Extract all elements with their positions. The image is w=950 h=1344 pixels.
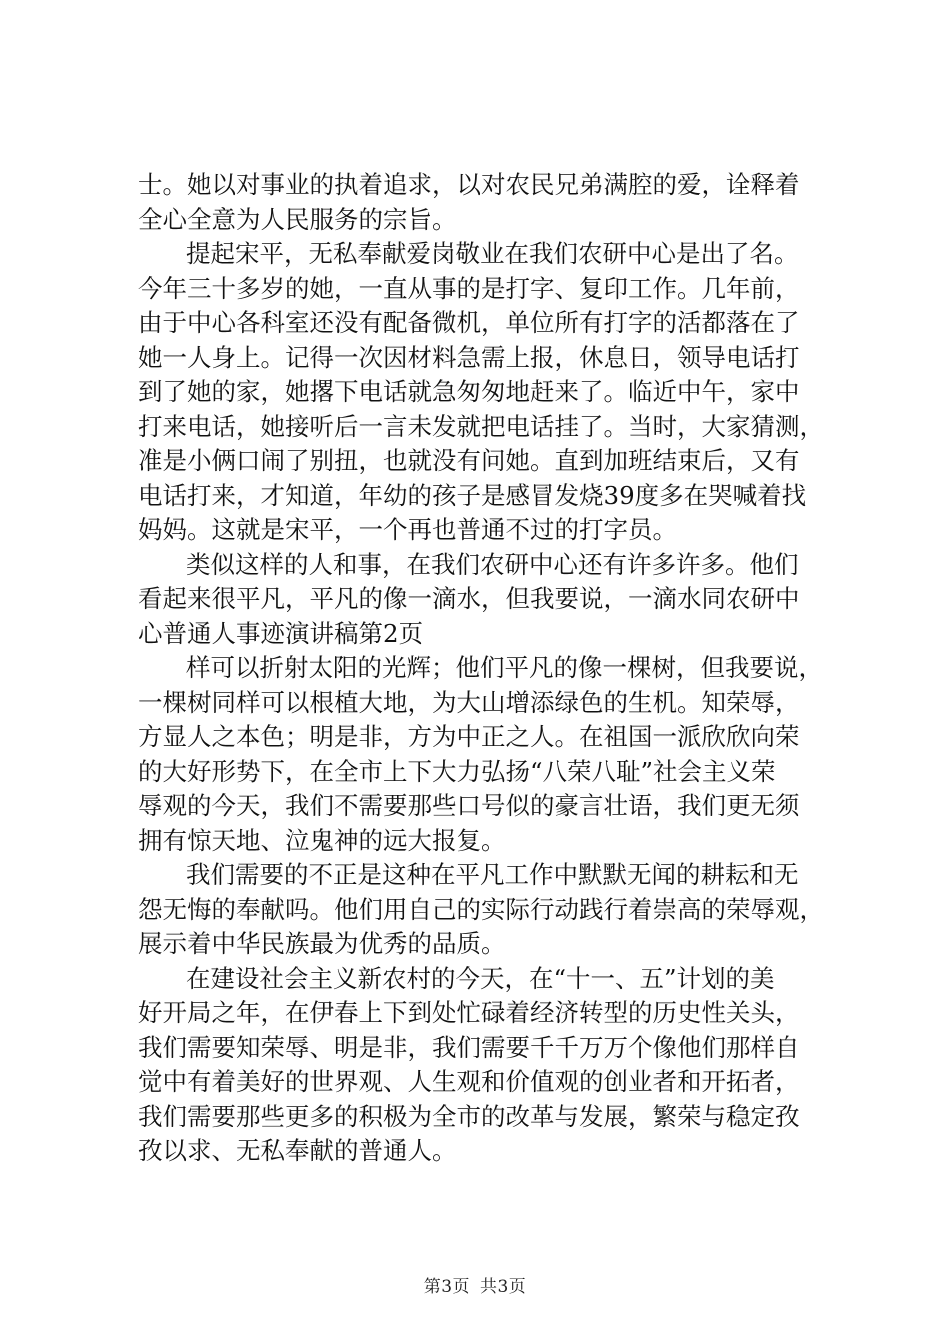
text-line: 准是小俩口闹了别扭，也就没有问她。直到加班结束后，又有 bbox=[138, 446, 800, 475]
text-line: 一棵树同样可以根植大地，为大山增添绿色的生机。知荣辱， bbox=[138, 687, 800, 717]
text-line: 全心全意为人民服务的宗旨。 bbox=[138, 204, 457, 234]
text-line: 拥有惊天地、泣鬼神的远大报复。 bbox=[138, 825, 506, 855]
text-line: 今年三十多岁的她，一直从事的是打字、复印工作。几年前， bbox=[138, 273, 800, 303]
text-line: 的大好形势下，在全市上下大力弘扬“八荣八耻”社会主义荣 bbox=[138, 756, 776, 786]
body-text bbox=[138, 168, 828, 1169]
text-line: 看起来很平凡，平凡的像一滴水，但我要说，一滴水同农研中 bbox=[138, 584, 800, 613]
text-line: 孜以求、无私奉献的普通人。 bbox=[138, 1136, 457, 1165]
text-line: 心普通人事迹演讲稿第2页 bbox=[138, 618, 424, 648]
text-line: 在建设社会主义新农村的今天，在“十一、五”计划的美 bbox=[186, 963, 775, 993]
text-line: 我们需要的不正是这种在平凡工作中默默无闻的耕耘和无 bbox=[186, 860, 799, 889]
text-line: 我们需要那些更多的积极为全市的改革与发展，繁荣与稳定孜 bbox=[138, 1101, 800, 1131]
text-line: 由于中心各科室还没有配备微机，单位所有打字的活都落在了 bbox=[138, 308, 800, 337]
text-line: 展示着中华民族最为优秀的品质。 bbox=[138, 929, 506, 958]
page-number-current: 第3页 bbox=[423, 1277, 471, 1297]
text-line: 我们需要知荣辱、明是非，我们需要千千万万个像他们那样自 bbox=[138, 1032, 800, 1062]
text-line: 她一人身上。记得一次因材料急需上报，休息日，领导电话打 bbox=[138, 342, 800, 372]
text-line: 好开局之年，在伊春上下到处忙碌着经济转型的历史性关头， bbox=[138, 998, 800, 1027]
text-line: 方显人之本色；明是非，方为中正之人。在祖国一派欣欣向荣 bbox=[138, 722, 800, 751]
text-line: 电话打来，才知道，年幼的孩子是感冒发烧39度多在哭喊着找 bbox=[138, 480, 807, 510]
text-line: 类似这样的人和事，在我们农研中心还有许多许多。他们 bbox=[186, 549, 799, 579]
text-line: 觉中有着美好的世界观、人生观和价值观的创业者和开拓者， bbox=[138, 1067, 800, 1096]
page-footer bbox=[0, 1272, 950, 1297]
text-line: 士。她以对事业的执着追求，以对农民兄弟满腔的爱，诠释着 bbox=[138, 170, 800, 199]
page-number-total: 共3页 bbox=[479, 1277, 527, 1297]
text-line: 打来电话，她接听后一言未发就把电话挂了。当时，大家猜测， bbox=[138, 411, 824, 441]
text-line: 辱观的今天，我们不需要那些口号似的豪言壮语，我们更无须 bbox=[138, 791, 800, 820]
text-line: 提起宋平，无私奉献爱岗敬业在我们农研中心是出了名。 bbox=[186, 239, 799, 268]
text-line: 妈妈。这就是宋平，一个再也普通不过的打字员。 bbox=[138, 515, 677, 544]
text-line: 到了她的家，她撂下电话就急匆匆地赶来了。临近中午，家中 bbox=[138, 377, 800, 406]
text-line: 怨无悔的奉献吗。他们用自己的实际行动践行着崇高的荣辱观， bbox=[138, 894, 824, 924]
text-line: 样可以折射太阳的光辉；他们平凡的像一棵树，但我要说， bbox=[186, 653, 823, 682]
